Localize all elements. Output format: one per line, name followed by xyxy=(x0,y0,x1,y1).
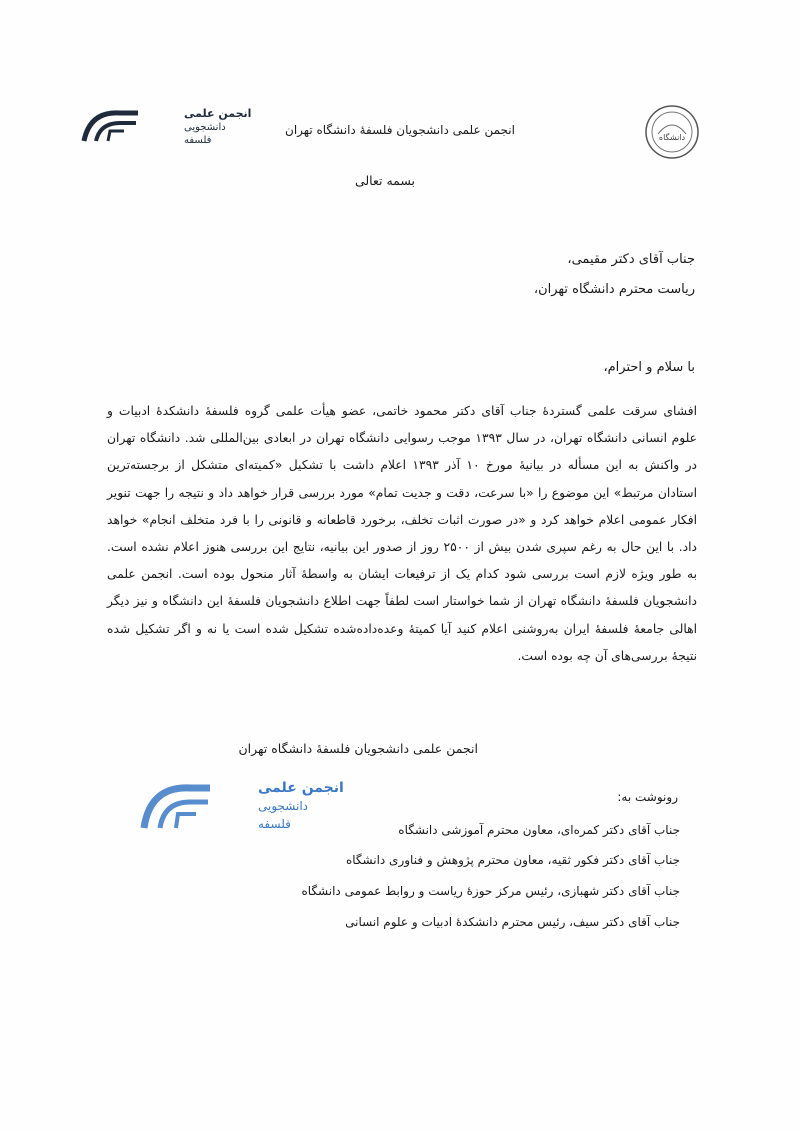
body-line: داد. با این حال به رغم سپری شدن بیش از ۲۵۰۰ روز از صدور این بیانیه، نتایج این بررسی هنوز اعلام نشده است. xyxy=(107,539,698,554)
svg-text:انجمن علمی: انجمن علمی xyxy=(184,107,252,120)
body-line: علوم انسانی دانشگاه تهران، در سال ۱۳۹۳ موجب رسوایی دانشگاه تهران در ابعادی بین‌المللی شد. دانشگاه تهران xyxy=(107,431,698,446)
body-line: افکار عمومی اعلام خواهد کرد و «در صورت اثبات تخلف، برخورد قاطعانه و قانونی را با فرد متخلف انجام» خواهد xyxy=(107,512,697,527)
cc-item: جناب آقای دکتر کمره‌ای، معاون محترم آموزشی دانشگاه xyxy=(398,823,680,837)
cc-item: جناب آقای دکتر شهبازی، رئیس مرکز حوزهٔ ریاست و روابط عمومی دانشگاه xyxy=(301,884,680,898)
org-title: انجمن علمی دانشجویان فلسفهٔ دانشگاه تهران xyxy=(285,123,515,137)
greeting: با سلام و احترام، xyxy=(603,360,695,375)
cc-item: جناب آقای دکتر فکور ثقیه، معاون محترم پژوهش و فناوری دانشگاه xyxy=(345,853,680,867)
addressee-title: ریاست محترم دانشگاه تهران، xyxy=(533,282,695,297)
svg-text:دانشگاه: دانشگاه xyxy=(658,133,686,142)
cc-item: جناب آقای دکتر سیف، رئیس محترم دانشکدهٔ ادبیات و علوم انسانی xyxy=(345,915,680,929)
association-stamp xyxy=(138,772,344,836)
signature-org: انجمن علمی دانشجویان فلسفهٔ دانشگاه تهران xyxy=(238,741,478,756)
letter-body xyxy=(107,398,697,670)
svg-text:انجمن علمی: انجمن علمی xyxy=(258,780,344,796)
body-line: دانشجویان فلسفهٔ دانشگاه تهران از شما خواستار است لطفاً جهت اطلاع دانشجویان فلسفهٔ این دانشگاه و نیز دیگر xyxy=(107,594,697,609)
body-line: افشای سرقت علمی گستردهٔ جناب آقای دکتر محمود خاتمی، عضو هیأت علمی گروه فلسفهٔ دانشکدهٔ ادبیات و xyxy=(107,404,697,418)
body-line: استادان مرتبط» این موضوع را «با سرعت، دقت و جدیت تمام» مورد بررسی قرار خواهد داد و نتیجه را جهت تنویر xyxy=(107,485,697,500)
body-line: به طور ویژه لازم است بررسی شود کدام یک از ترفیعات ایشان به واسطهٔ آثار منحول بوده است. انجمن علمی xyxy=(107,567,697,582)
svg-text:دانشجویی: دانشجویی xyxy=(184,122,226,133)
bismillah-heading: بسمه تعالی xyxy=(354,173,416,188)
svg-text:فلسفه: فلسفه xyxy=(258,817,291,831)
cc-label: رونوشت به: xyxy=(617,790,678,804)
addressee-name: جناب آقای دکتر مقیمی، xyxy=(567,252,695,267)
svg-text:فلسفه: فلسفه xyxy=(184,135,212,146)
body-line: نتیجهٔ بررسی‌های آن چه بوده است. xyxy=(517,648,697,663)
university-seal-icon xyxy=(644,104,700,160)
svg-text:دانشجویی: دانشجویی xyxy=(258,799,309,813)
body-line: اهالی جامعهٔ فلسفهٔ ایران به‌روشنی اعلام کنید آیا کمیتهٔ وعده‌داده‌شده تشکیل شده است یا نه و اگر تشکیل شده xyxy=(107,621,697,636)
body-line: در واکنش به این مسأله در بیانیهٔ مورخ ۱۰ آذر ۱۳۹۳ اعلام داشت با تشکیل «کمیته‌ای متشکل از برجسته‌ترین xyxy=(107,458,697,473)
